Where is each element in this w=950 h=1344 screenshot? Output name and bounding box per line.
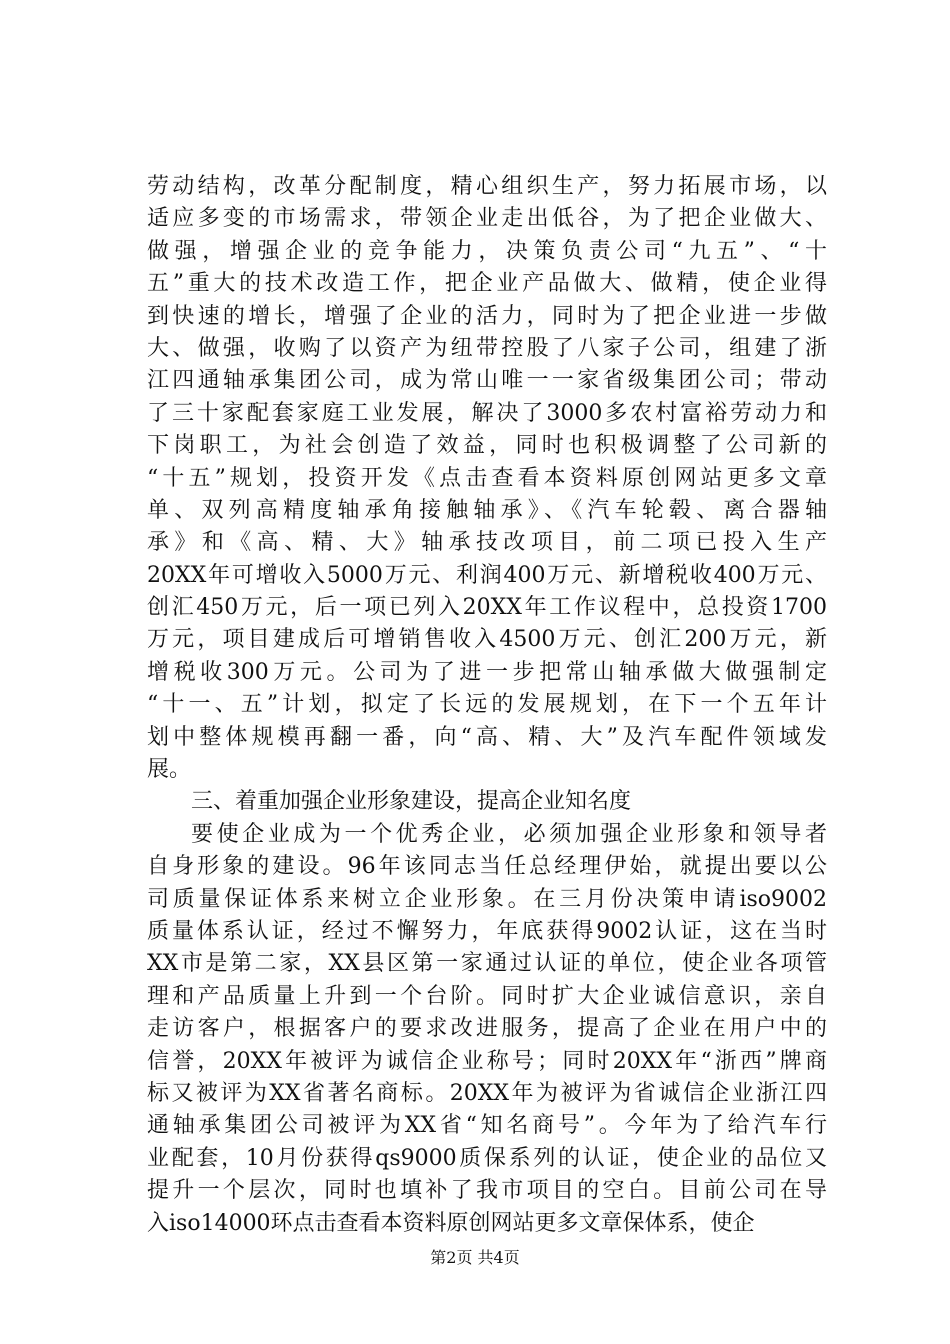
text-line: 万元，项目建成后可增销售收入4500万元、创汇200万元，新	[147, 627, 827, 653]
text-line: 五”重大的技术改造工作，把企业产品做大、做精，使企业得	[147, 271, 827, 297]
text-line: 了三十家配套家庭工业发展，解决了3000多农村富裕劳动力和	[147, 400, 827, 426]
text-line: 理和产品质量上升到一个台阶。同时扩大企业诚信意识，亲自	[147, 983, 827, 1009]
text-line: 创汇450万元，后一项已列入20XX年工作议程中，总投资1700	[147, 595, 827, 621]
section-heading	[147, 786, 827, 818]
text-line: 三、着重加强企业形象建设，提高企业知名度	[191, 789, 632, 815]
text-line: “十五”规划，投资开发《点击查看本资料原创网站更多文章	[147, 465, 827, 491]
text-line: 大、做强，收购了以资产为纽带控股了八家子公司，组建了浙	[147, 335, 827, 361]
text-line: 入iso14000环点击查看本资料原创网站更多文章保体系，使企	[147, 1210, 755, 1236]
page-footer: 第2页 共4页	[430, 1248, 520, 1267]
text-line: 到快速的增长，增强了企业的活力，同时为了把企业进一步做	[147, 303, 827, 329]
text-line: 走访客户，根据客户的要求改进服务，提高了企业在用户中的	[147, 1016, 827, 1042]
text-line: 业配套，10月份获得qs9000质保系列的认证，使企业的品位又	[147, 1145, 827, 1171]
document-body	[147, 171, 827, 1240]
text-line: 提升一个层次，同时也填补了我市项目的空白。目前公司在导	[147, 1178, 827, 1204]
text-line: 承》和《高、精、大》轴承技改项目，前二项已投入生产	[147, 530, 827, 556]
text-line: 适应多变的市场需求，带领企业走出低谷，为了把企业做大、	[147, 206, 827, 232]
text-line: 司质量保证体系来树立企业形象。在三月份决策申请iso9002	[147, 886, 827, 912]
text-line: 要使企业成为一个优秀企业，必须加强企业形象和领导者	[191, 821, 827, 847]
text-line: 下岗职工，为社会创造了效益，同时也积极调整了公司新的	[147, 433, 827, 459]
text-line: 展。	[147, 757, 192, 783]
paragraph	[147, 819, 827, 1240]
text-line: 劳动结构，改革分配制度，精心组织生产，努力拓展市场，以	[147, 174, 827, 199]
text-line: 划中整体规模再翻一番，向“高、精、大”及汽车配件领域发	[147, 724, 827, 750]
text-line: 单、双列高精度轴承角接触轴承》、《汽车轮毂、离合器轴	[147, 497, 827, 523]
text-line: 质量体系认证，经过不懈努力，年底获得9002认证，这在当时	[147, 918, 827, 944]
text-line: 江四通轴承集团公司，成为常山唯一一家省级集团公司；带动	[147, 368, 827, 394]
text-line: “十一、五”计划，拟定了长远的发展规划，在下一个五年计	[147, 692, 827, 718]
paragraph	[147, 171, 827, 786]
text-line: 增税收300万元。公司为了进一步把常山轴承做大做强制定	[147, 659, 827, 685]
text-line: 通轴承集团公司被评为XX省“知名商号”。今年为了给汽车行	[147, 1113, 827, 1139]
text-line: 信誉，20XX年被评为诚信企业称号；同时20XX年“浙西”牌商	[147, 1048, 827, 1074]
text-line: 做强，增强企业的竞争能力，决策负责公司“九五”、“十	[147, 238, 827, 264]
text-line: XX市是第二家，XX县区第一家通过认证的单位，使企业各项管	[147, 951, 827, 977]
text-line: 自身形象的建设。96年该同志当任总经理伊始，就提出要以公	[147, 854, 827, 880]
text-line: 20XX年可增收入5000万元、利润400万元、新增税收400万元、	[147, 562, 827, 588]
text-line: 标又被评为XX省著名商标。20XX年为被评为省诚信企业浙江四	[147, 1080, 827, 1106]
